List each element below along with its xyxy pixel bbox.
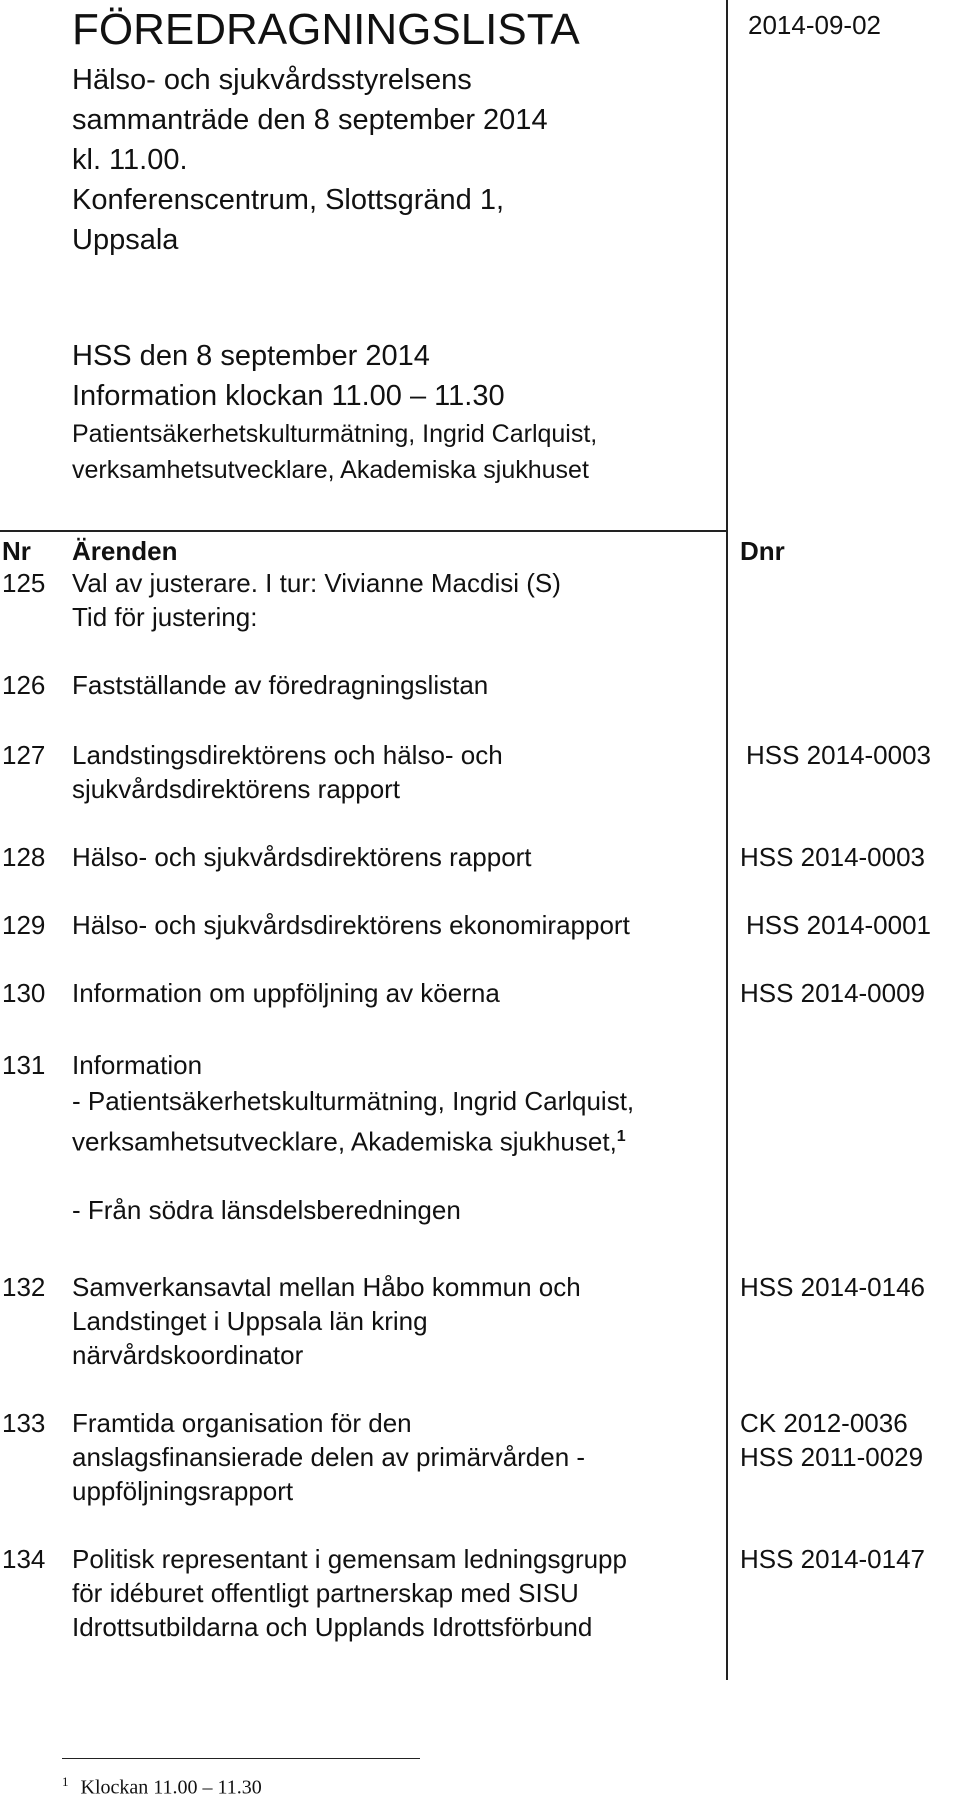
meeting-line: sammanträde den 8 september 2014 [72,104,548,136]
item-text [72,738,732,806]
footnote [62,1768,262,1802]
item-line: Hälso- och sjukvårdsdirektörens rapport [72,842,532,872]
item-text [72,908,732,942]
document-title: FÖREDRAGNINGSLISTA [72,5,580,54]
item-line: verksamhetsutvecklare, Akademiska sjukhuset, [72,1126,617,1157]
item-number: 133 [2,1408,46,1438]
meeting-line: Hälso- och sjukvårdsstyrelsens [72,64,472,96]
item-number: 130 [2,978,46,1008]
item-line: Idrottsutbildarna och Upplands Idrottsförbund [72,1612,593,1642]
item-text [72,1406,732,1508]
item-text [72,566,732,634]
footnote-text: Klockan 11.00 – 11.30 [80,1776,262,1799]
item-dnr [740,1270,955,1304]
item-number: 129 [2,910,46,940]
dnr-value: HSS 2014-0001 [746,910,932,940]
item-line: Fastställande av föredragningslistan [72,670,489,700]
table-header-rule [0,530,728,532]
item-line [72,1159,732,1193]
dnr-value: HSS 2014-0009 [740,978,926,1008]
item-line: Hälso- och sjukvårdsdirektörens ekonomirapport [72,910,630,940]
item-text [72,668,732,702]
meeting-details [72,60,652,260]
item-number: 125 [2,568,46,598]
item-line: - Patientsäkerhetskulturmätning, Ingrid Carlquist, [72,1086,635,1116]
document-date: 2014-09-02 [748,10,881,40]
dnr-value: HSS 2014-0146 [740,1272,926,1302]
header-arenden: Ärenden [72,536,178,566]
item-line: Tid för justering: [72,602,258,632]
session-line: Patientsäkerhetskulturmätning, Ingrid Carlquist, [72,420,598,448]
item-line: anslagsfinansierade delen av primärvården - [72,1442,586,1472]
item-number: 132 [2,1272,46,1302]
item-text [72,976,732,1010]
item-line: för idéburet offentligt partnerskap med SISU [72,1578,579,1608]
meeting-line: Konferenscentrum, Slottsgränd 1, [72,184,505,216]
item-line: närvårdskoordinator [72,1340,304,1370]
meeting-line: Uppsala [72,224,179,256]
item-line: Politisk representant i gemensam ledningsgrupp [72,1544,627,1574]
dnr-value: HSS 2011-0029 [740,1442,924,1472]
item-dnr [740,1542,955,1576]
header-nr: Nr [2,536,31,566]
item-line: Landstingsdirektörens och hälso- och [72,740,503,770]
dnr-value: CK 2012-0036 [740,1408,908,1438]
item-line: - Från södra länsdelsberedningen [72,1194,461,1225]
footnote-marker: 1 [62,1774,69,1789]
item-line: Information [72,1050,203,1080]
session-line: HSS den 8 september 2014 [72,340,430,372]
header-dnr: Dnr [740,536,785,566]
session-line: verksamhetsutvecklare, Akademiska sjukhuset [72,456,589,484]
item-number: 128 [2,842,46,872]
item-dnr [746,908,960,942]
dnr-value: HSS 2014-0003 [740,842,926,872]
item-number: 131 [2,1050,46,1080]
dnr-value: HSS 2014-0147 [740,1544,926,1574]
item-line: Samverkansavtal mellan Håbo kommun och [72,1272,581,1302]
item-line: Landstinget i Uppsala län kring [72,1306,428,1336]
dnr-value: HSS 2014-0003 [746,740,932,770]
item-line: uppföljningsrapport [72,1476,294,1506]
item-text [72,1048,732,1227]
item-line: Framtida organisation för den [72,1408,412,1438]
item-number: 127 [2,740,46,770]
item-dnr [746,738,960,772]
footnote-ref: 1 [616,1128,626,1145]
item-text [72,840,732,874]
item-line: Val av justerare. I tur: Vivianne Macdisi (S) [72,568,561,598]
item-number: 126 [2,670,46,700]
meeting-line: kl. 11.00. [72,144,188,176]
item-number: 134 [2,1544,46,1574]
session-info [72,336,597,488]
footnote-rule [62,1758,420,1759]
item-dnr [740,840,955,874]
item-line: Information om uppföljning av köerna [72,978,500,1008]
item-dnr [740,976,955,1010]
item-dnr [740,1406,955,1474]
item-line: sjukvårdsdirektörens rapport [72,774,401,804]
item-text [72,1542,732,1644]
item-text [72,1270,732,1372]
session-line: Information klockan 11.00 – 11.30 [72,380,505,412]
